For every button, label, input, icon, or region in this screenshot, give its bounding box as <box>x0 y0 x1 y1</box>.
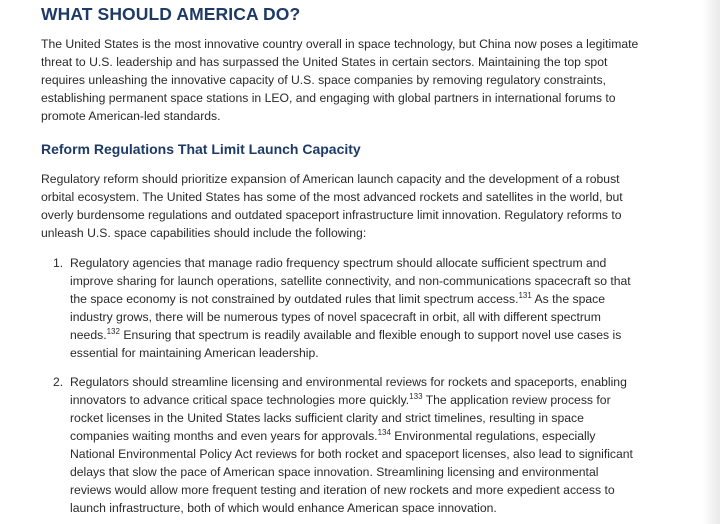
list-item-text-part: Ensuring that spectrum is readily available and flexible enough to support novel use cases is essential for maintaining American leadership. <box>70 328 622 360</box>
footnote-ref[interactable]: 132 <box>106 327 120 336</box>
list-item-text-part: The application review process for rocket licenses in the United States lacks sufficient clarity and strict timelines, resulting in space companies waiting months and even years for approvals. <box>70 393 611 443</box>
list-item <box>53 254 641 362</box>
page-title: WHAT SHOULD AMERICA DO? <box>41 4 301 24</box>
intro-paragraph: The United States is the most innovative country overall in space technology, but China now poses a legitimate threat to U.S. leadership and has surpassed the United States in certain sectors. Maintaining the top spot requires unleashing the innovative capacity of U.S. space companies by removing regulatory constraints, establishing permanent space stations in LEO, and engaging with global partners in international forums to promote American-led standards. <box>41 37 639 123</box>
list-item-number: 1. <box>53 256 64 270</box>
list-item-text <box>70 254 641 362</box>
footnote-ref[interactable]: 131 <box>518 291 532 300</box>
list-item-number: 2. <box>53 375 64 389</box>
list-item-text-part: Environmental regulations, especially National Environmental Policy Act reviews for both rocket and spaceport licenses, also lead to significant delays that slow the pace of American space innovation. Streamlining licensing and environmental reviews would allow more frequent testing and iteration of new rockets and more expedient access to launch infrastructure, both of which would enhance American space innovation. <box>70 429 633 515</box>
section-heading: Reform Regulations That Limit Launch Capacity <box>41 141 361 157</box>
list-item-text <box>70 373 641 517</box>
list-item <box>53 373 641 517</box>
section-paragraph: Regulatory reform should prioritize expansion of American launch capacity and the development of a robust orbital ecosystem. The United States has some of the most advanced rockets and satellites in the world, but overly burdensome regulations and outdated spaceport infrastructure limit innovation. Regulatory reforms to unleash U.S. space capabilities should include the following: <box>41 172 623 240</box>
page-edge-shadow <box>702 0 720 524</box>
list-item-text-part: Regulatory agencies that manage radio frequency spectrum should allocate sufficient spectrum and improve sharing for launch operations, satellite connectivity, and non-communications spacecraft so that the space economy is not constrained by outdated rules that limit spectrum access. <box>70 256 631 306</box>
list-item-text-part: Regulators should streamline licensing and environmental reviews for rockets and spaceports, enabling innovators to advance critical space technologies more quickly. <box>70 375 627 407</box>
list-item-text-part: As the space industry grows, there will be numerous types of novel spacecraft in orbit, all with different spectrum needs. <box>70 292 606 342</box>
footnote-ref[interactable]: 134 <box>377 428 391 437</box>
footnote-ref[interactable]: 133 <box>409 392 423 401</box>
